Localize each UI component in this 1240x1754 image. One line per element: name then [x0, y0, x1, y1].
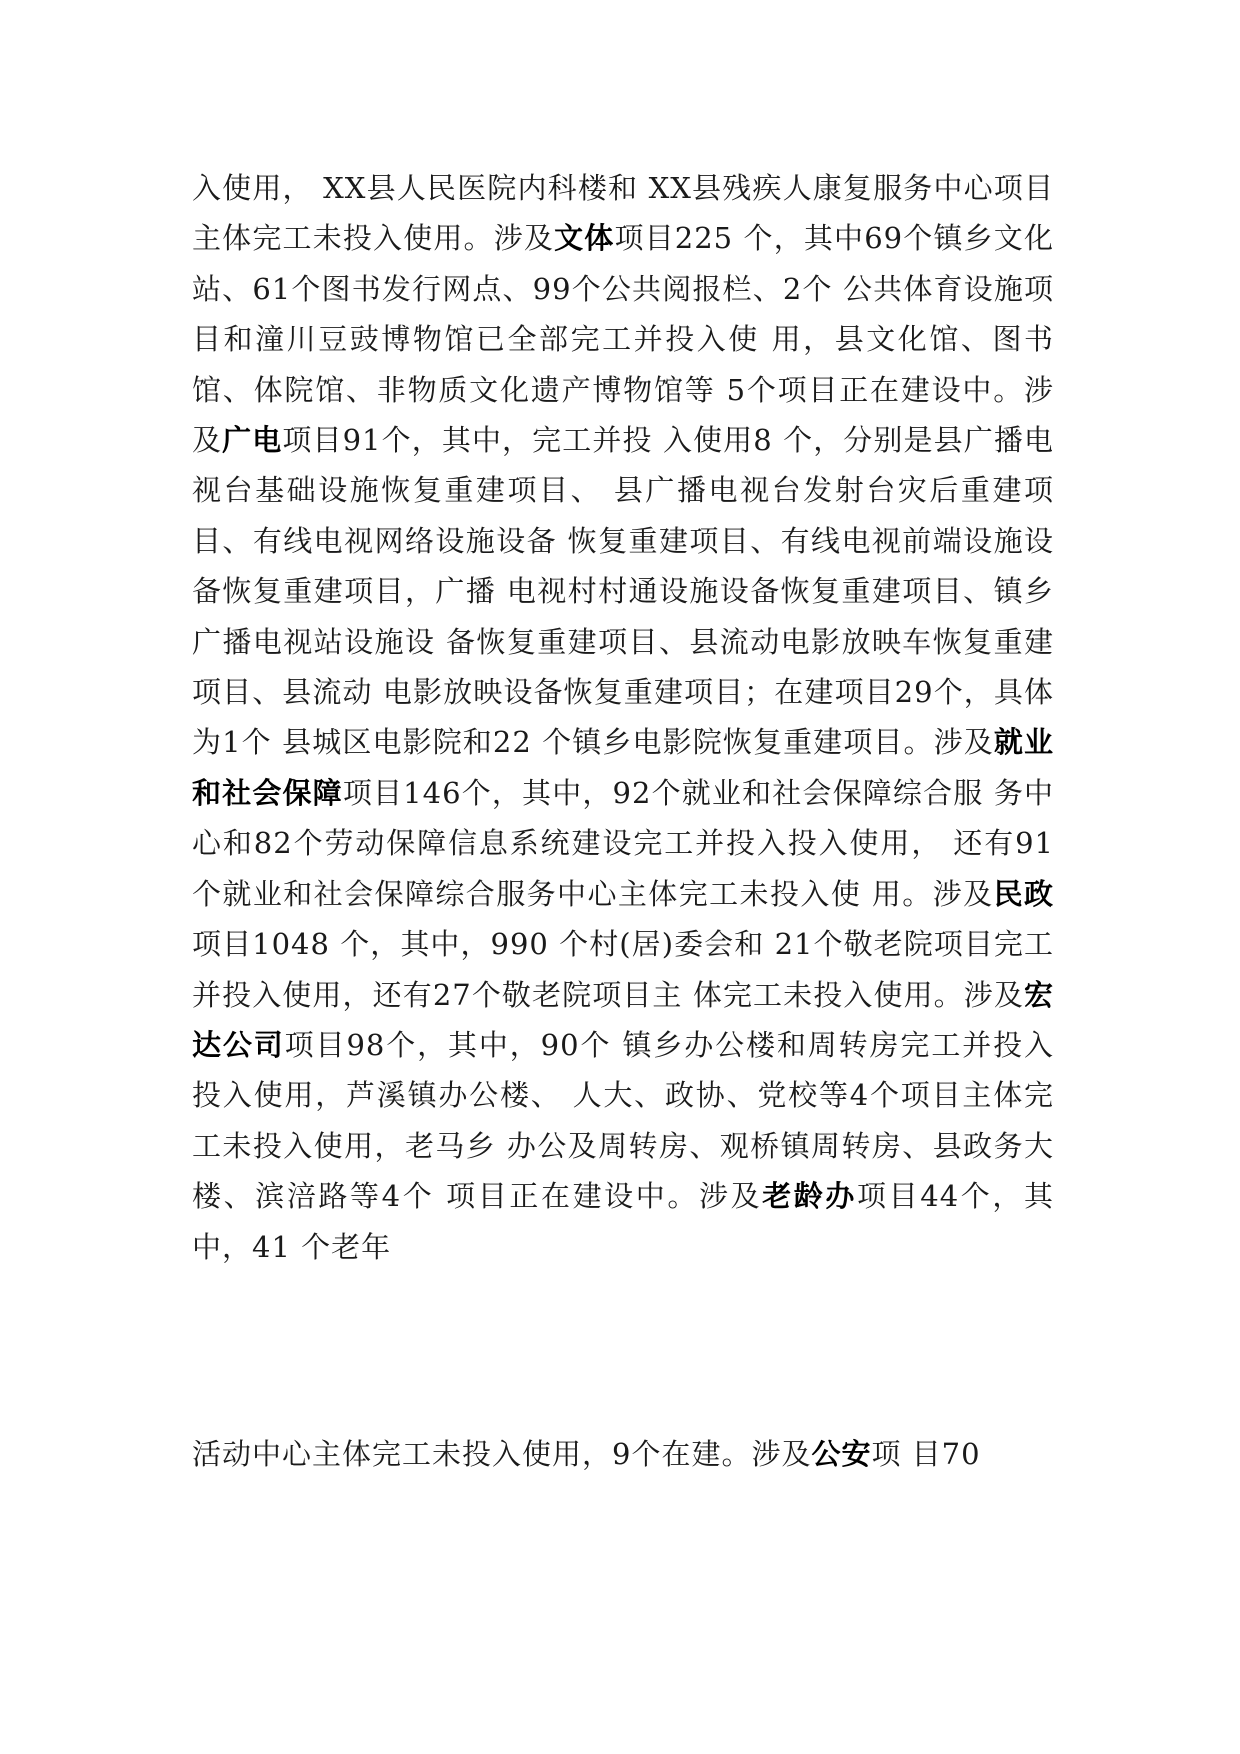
- bold-keyword: 就业 和社会保障: [192, 725, 1054, 810]
- bold-keyword: 老龄办: [762, 1179, 858, 1214]
- text-run: 项 目70: [871, 1437, 981, 1471]
- bold-keyword: 广电: [222, 423, 283, 458]
- text-run: 项目146个，其中，92个就业和社会保障综合服 务中心和82个劳动保障信息系统建设完工并投入投入使用， 还有91 个就业和社会保障综合服务中心主体完工未投入使 用。涉及: [192, 775, 1054, 911]
- text-run: 项目225 个，其中69个镇乡文化站、61个图书发行网点、99个公共阅报栏、2个 公共体育设施项目和潼川豆豉博物馆已全部完工并投入使 用，县文化馆、图书馆、体院馆、非物质文化遗产博物馆等 5个项目正在建设中。涉及: [192, 221, 1054, 458]
- main-paragraph: [192, 163, 1054, 1272]
- text-run: 活动中心主体完工未投入使用，9个在建。涉及: [192, 1437, 812, 1471]
- continuation-line: [192, 1429, 1054, 1479]
- text-run: 入使用， XX县人民医院内科楼和 XX县残疾人康复服务中心项目主体完工未投入使用。涉及: [192, 171, 1054, 256]
- bold-keyword: 文体: [554, 221, 615, 256]
- bold-keyword: 公安: [811, 1437, 872, 1471]
- text-run: 项目91个，其中，完工并投 入使用8 个，分别是县广播电视台基础设施恢复重建项目、 县广播电视台发射台灾后重建项目、有线电视网络设施设备 恢复重建项目、有线电视前端设施设备恢复重建项目，广播 电视村村通设施设备恢复重建项目、镇乡广播电视站设施设 备恢复重建项目、县流动电影放映车恢复重建项目、县流动 电影放映设备恢复重建项目；在建项目29个，具体为1个 县城区电影院和22 个镇乡电影院恢复重建项目。涉及: [192, 423, 1054, 760]
- text-run: 项目44个，其中，41 个老年: [192, 1179, 1054, 1264]
- bold-keyword: 民政: [993, 876, 1054, 911]
- text-run: 项目98个，其中，90个 镇乡办公楼和周转房完工并投入投入使用，芦溪镇办公楼、 人大、政协、党校等4个项目主体完工未投入使用，老马乡 办公及周转房、观桥镇周转房、县政务大楼、滨涪路等4个 项目正在建设中。涉及: [192, 1027, 1054, 1214]
- text-run: 项目1048 个，其中，990 个村(居)委会和 21个敬老院项目完工并投入使用，还有27个敬老院项目主 体完工未投入使用。涉及: [192, 927, 1054, 1012]
- bold-keyword: 宏达公司: [192, 977, 1054, 1062]
